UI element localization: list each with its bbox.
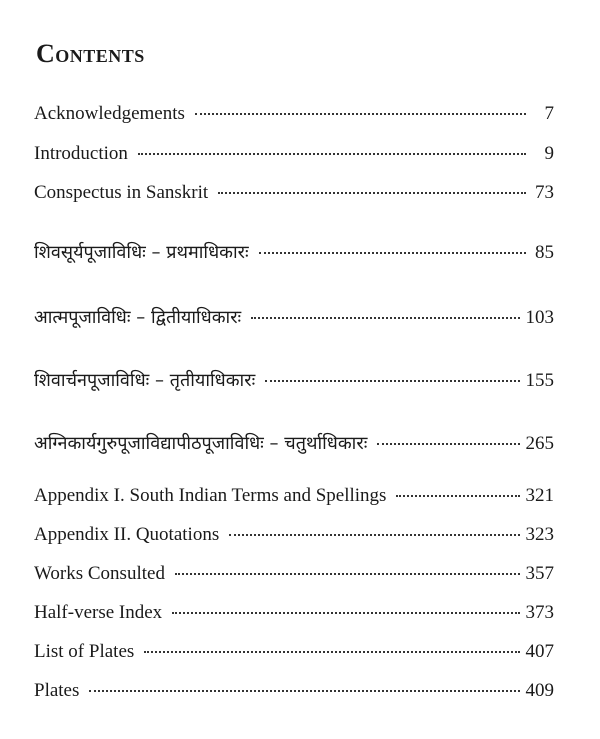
toc-entry-page: 357 (525, 563, 554, 584)
toc-entry-label: Works Consulted (34, 563, 165, 584)
toc-entry-page: 9 (544, 143, 554, 164)
toc-entry-label: शिवार्चनपूजाविधिः – तृतीयाधिकारः (34, 370, 256, 391)
toc-entry-page: 407 (525, 641, 554, 662)
toc-entry-plates[interactable] (34, 679, 554, 703)
toc-entry-page: 323 (525, 524, 554, 545)
toc-entry-label: Half-verse Index (34, 602, 163, 623)
toc-entry-label: शिवसूर्यपूजाविधिः – प्रथमाधिकारः (34, 242, 249, 263)
dot-leader (175, 573, 520, 575)
toc-entry-page: 85 (535, 242, 554, 263)
toc-entry-chapter-3[interactable] (34, 369, 554, 393)
dot-leader (259, 252, 526, 254)
toc-entry-introduction[interactable] (34, 142, 554, 166)
toc-entry-label: Appendix II. Quotations (34, 524, 220, 545)
dot-leader (144, 651, 519, 653)
toc-entry-page: 265 (525, 433, 554, 454)
toc-entry-label: Appendix I. South Indian Terms and Spellings (34, 485, 387, 506)
toc-entry-label: आत्मपूजाविधिः – द्वितीयाधिकारः (34, 307, 242, 328)
toc-entry-label: Plates (34, 680, 80, 701)
dot-leader (251, 317, 519, 319)
dot-leader (138, 153, 526, 155)
toc-entry-page: 7 (544, 103, 554, 124)
page-title: Contents (36, 39, 145, 69)
toc-entry-chapter-1[interactable] (34, 241, 554, 265)
dot-leader (195, 113, 526, 115)
toc-entry-list-of-plates[interactable] (34, 640, 554, 664)
dot-leader (377, 443, 519, 445)
toc-entry-page: 321 (525, 485, 554, 506)
toc-entry-chapter-4[interactable] (34, 432, 554, 456)
toc-entry-label: List of Plates (34, 641, 135, 662)
toc-entry-page: 373 (525, 602, 554, 623)
dot-leader (218, 192, 526, 194)
toc-entry-page: 103 (525, 307, 554, 328)
toc-entry-conspectus[interactable] (34, 181, 554, 205)
dot-leader (265, 380, 519, 382)
toc-entry-label: Conspectus in Sanskrit (34, 182, 209, 203)
toc-entry-label: Acknowledgements (34, 103, 185, 124)
toc-entry-label: अग्निकार्यगुरुपूजाविद्यापीठपूजाविधिः – चतुर्थाधिकारः (34, 433, 368, 454)
toc-entry-chapter-2[interactable] (34, 306, 554, 330)
dot-leader (229, 534, 519, 536)
toc-entry-label: Introduction (34, 143, 128, 164)
toc-entry-page: 409 (525, 680, 554, 701)
dot-leader (396, 495, 519, 497)
dot-leader (172, 612, 519, 614)
toc-entry-page: 73 (535, 182, 554, 203)
toc-entry-works-consulted[interactable] (34, 562, 554, 586)
toc-entry-acknowledgements[interactable] (34, 102, 554, 126)
toc-entry-appendix-2[interactable] (34, 523, 554, 547)
dot-leader (89, 690, 519, 692)
toc-entry-page: 155 (525, 370, 554, 391)
toc-entry-appendix-1[interactable] (34, 484, 554, 508)
toc-entry-half-verse-index[interactable] (34, 601, 554, 625)
